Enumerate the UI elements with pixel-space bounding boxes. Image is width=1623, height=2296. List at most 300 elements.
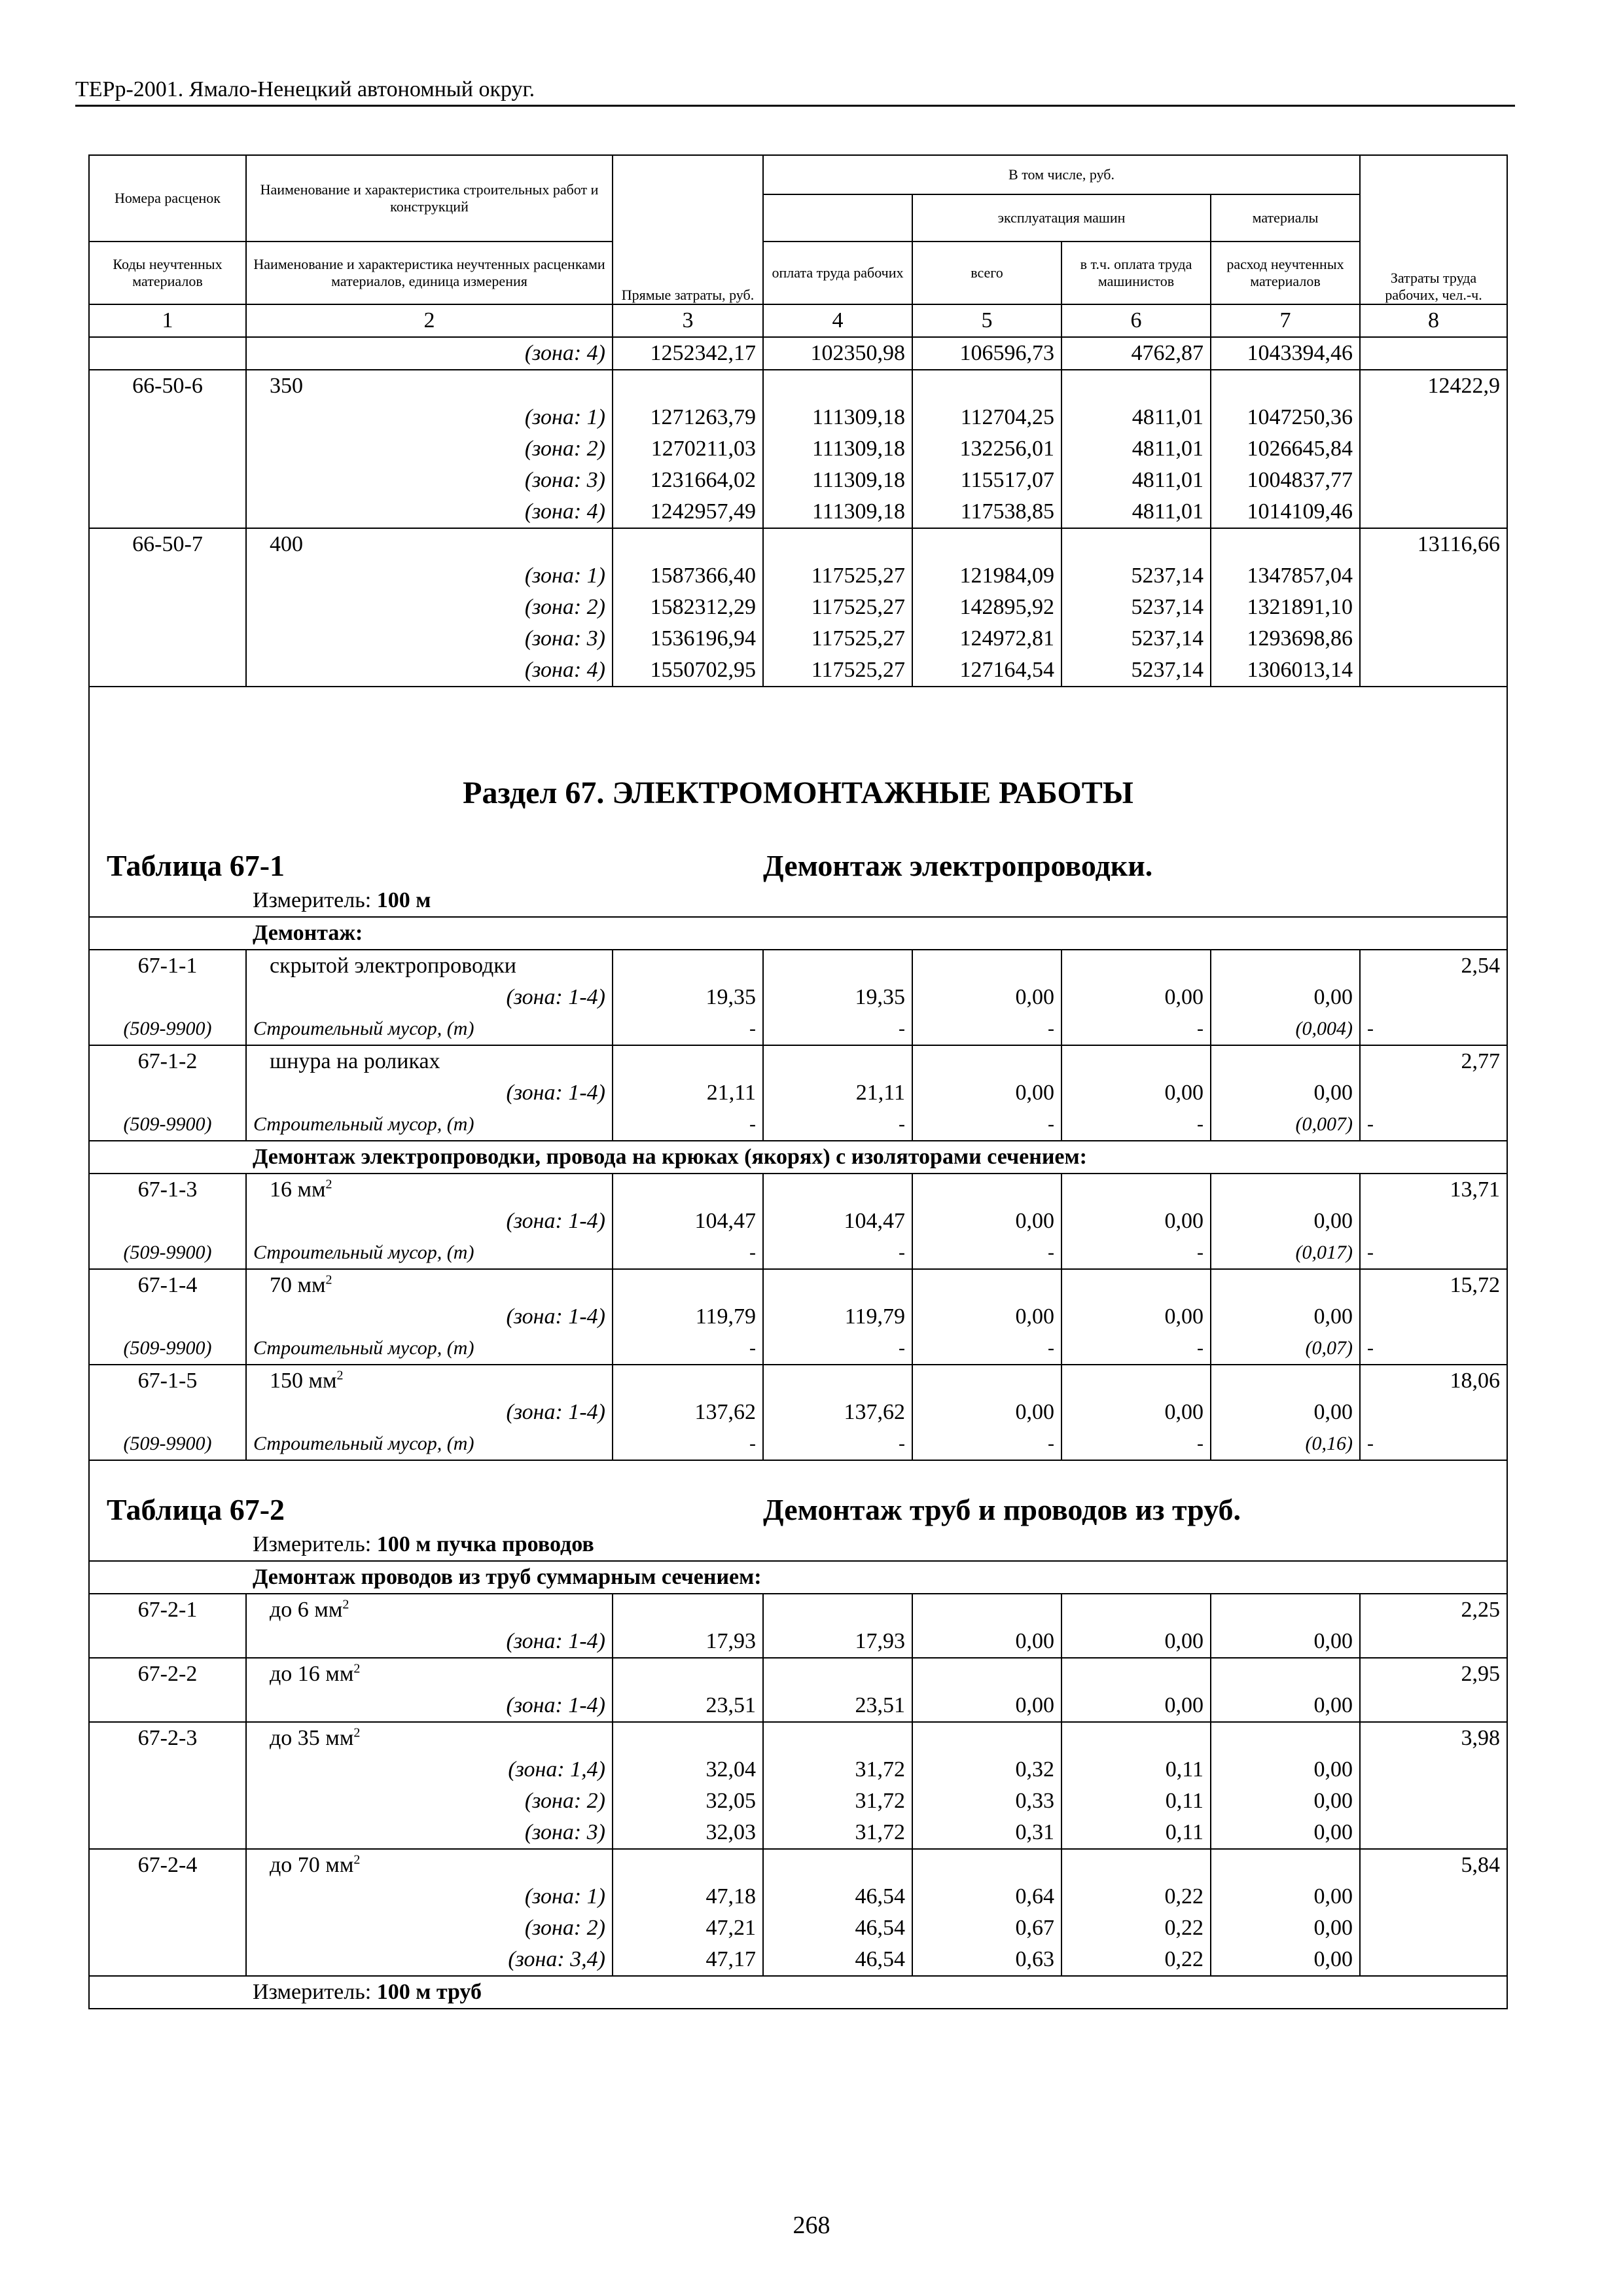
zone-label: (зона: 1-4) (246, 1626, 613, 1658)
hours-cell (1360, 1206, 1507, 1237)
meter-spacer (89, 1976, 246, 2009)
table-number (89, 822, 763, 885)
header-machinist-wage: в т.ч. оплата труда машинистов (1061, 242, 1211, 304)
value-cell: 0,00 (912, 1206, 1061, 1237)
work-name (246, 1594, 613, 1626)
value-cell: 31,72 (763, 1785, 912, 1817)
rate-code: 67-2-4 (89, 1849, 246, 1881)
empty-cell (1211, 1849, 1360, 1881)
empty-cell (613, 1658, 763, 1690)
column-number: 3 (613, 304, 763, 337)
zone-row (89, 1817, 1507, 1849)
header-machines-total: всего (912, 242, 1061, 304)
column-number: 4 (763, 304, 912, 337)
zone-row (89, 1397, 1507, 1428)
value-cell: 5237,14 (1061, 655, 1211, 687)
material-value: - (1061, 1428, 1211, 1460)
value-cell: 5237,14 (1061, 592, 1211, 623)
table-title-text: Демонтаж труб и проводов из труб. (763, 1493, 1241, 1526)
empty-cell (1211, 1722, 1360, 1754)
superscript: 2 (325, 1272, 332, 1287)
value-cell: 0,00 (1211, 1912, 1360, 1944)
hours-cell (1360, 496, 1507, 528)
empty-cell (763, 950, 912, 982)
work-name-text: 150 мм (270, 1369, 337, 1393)
value-cell: 0,33 (912, 1785, 1061, 1817)
material-row (89, 1013, 1507, 1045)
zone-row (89, 1912, 1507, 1944)
value-cell: 1026645,84 (1211, 433, 1360, 465)
empty-cell (763, 1174, 912, 1206)
empty-cell (613, 1174, 763, 1206)
meter-row (89, 885, 1507, 917)
empty-cell (912, 370, 1061, 402)
empty-cell (613, 1269, 763, 1301)
subheading: Демонтаж: (246, 917, 1507, 950)
empty-cell (1211, 1045, 1360, 1077)
value-cell: 0,00 (1061, 1077, 1211, 1109)
zone-label: (зона: 1-4) (246, 1206, 613, 1237)
empty-cell (763, 1365, 912, 1397)
zone-row (89, 560, 1507, 592)
rate-code: 66-50-7 (89, 528, 246, 560)
empty-cell (1061, 528, 1211, 560)
empty-cell (912, 1594, 1061, 1626)
zone-row (89, 1626, 1507, 1658)
header-material-codes: Коды неучтенных материалов (89, 242, 246, 304)
material-value: - (912, 1237, 1061, 1269)
zone-label: (зона: 1-4) (246, 1077, 613, 1109)
zone-label: (зона: 3) (246, 465, 613, 496)
material-name: Строительный мусор, (т) (246, 1428, 613, 1460)
value-cell: 117538,85 (912, 496, 1061, 528)
meter-row (89, 1529, 1507, 1561)
value-cell: 1550702,95 (613, 655, 763, 687)
code-cell (89, 1397, 246, 1428)
meter (246, 885, 1507, 917)
code-cell (89, 1944, 246, 1976)
material-value: - (613, 1333, 763, 1365)
empty-cell (1211, 370, 1360, 402)
work-name-text: до 35 мм (270, 1726, 354, 1750)
value-cell: 117525,27 (763, 560, 912, 592)
rate-code: 67-1-3 (89, 1174, 246, 1206)
value-cell: 119,79 (613, 1301, 763, 1333)
material-value: - (763, 1333, 912, 1365)
zone-row (89, 592, 1507, 623)
work-name (246, 528, 613, 560)
page-number: 268 (793, 2212, 830, 2239)
zone-label: (зона: 1-4) (246, 1301, 613, 1333)
subheading-row (89, 917, 1507, 950)
empty-cell (613, 1594, 763, 1626)
value-cell: 106596,73 (912, 337, 1061, 370)
subheading-spacer (89, 917, 246, 950)
empty-cell (912, 1658, 1061, 1690)
material-value: - (1061, 1013, 1211, 1045)
empty-cell (1061, 1658, 1211, 1690)
work-name-text: скрытой электропроводки (270, 954, 516, 978)
subheading-row (89, 1141, 1507, 1174)
meter (246, 1529, 1507, 1561)
zone-label: (зона: 1,4) (246, 1754, 613, 1785)
material-value: - (912, 1428, 1061, 1460)
subheading-spacer (89, 1141, 246, 1174)
meter-label: Измеритель: (253, 1980, 372, 2004)
value-cell: 1582312,29 (613, 592, 763, 623)
value-cell: 1043394,46 (1211, 337, 1360, 370)
material-value: (0,004) (1211, 1013, 1360, 1045)
code-cell (89, 655, 246, 687)
material-code: (509-9900) (89, 1237, 246, 1269)
rate-row (89, 528, 1507, 560)
zone-row (89, 655, 1507, 687)
empty-cell (1211, 950, 1360, 982)
value-cell: 4811,01 (1061, 465, 1211, 496)
rates-table (88, 154, 1508, 2009)
zone-label: (зона: 1) (246, 560, 613, 592)
zone-row (89, 465, 1507, 496)
labor-hours: 2,54 (1360, 950, 1507, 982)
material-name: Строительный мусор, (т) (246, 1237, 613, 1269)
hours-cell (1360, 1077, 1507, 1109)
empty-cell (763, 1849, 912, 1881)
value-cell: 0,11 (1061, 1817, 1211, 1849)
zone-row (89, 1754, 1507, 1785)
carryover-row (89, 337, 1507, 370)
table-title-row (89, 1466, 1507, 1529)
value-cell: 117525,27 (763, 623, 912, 655)
material-value: - (763, 1237, 912, 1269)
empty-cell (1061, 1045, 1211, 1077)
table-title-text: Демонтаж электропроводки. (763, 849, 1153, 882)
code-cell (89, 560, 246, 592)
hours-cell (1360, 337, 1507, 370)
value-cell: 1536196,94 (613, 623, 763, 655)
value-cell: 0,00 (1211, 1944, 1360, 1976)
column-number: 8 (1360, 304, 1507, 337)
value-cell: 4811,01 (1061, 496, 1211, 528)
zone-row (89, 1077, 1507, 1109)
value-cell: 142895,92 (912, 592, 1061, 623)
value-cell: 104,47 (763, 1206, 912, 1237)
value-cell: 0,00 (912, 1397, 1061, 1428)
material-name: Строительный мусор, (т) (246, 1109, 613, 1141)
labor-hours: 2,77 (1360, 1045, 1507, 1077)
value-cell: 0,11 (1061, 1785, 1211, 1817)
value-cell: 111309,18 (763, 402, 912, 433)
value-cell: 0,22 (1061, 1881, 1211, 1912)
zone-row (89, 496, 1507, 528)
hours-cell (1360, 402, 1507, 433)
rate-row (89, 1174, 1507, 1206)
value-cell: 17,93 (613, 1626, 763, 1658)
column-number: 6 (1061, 304, 1211, 337)
value-cell: 32,05 (613, 1785, 763, 1817)
value-cell: 23,51 (763, 1690, 912, 1722)
zone-row (89, 623, 1507, 655)
table-title-row (89, 822, 1507, 885)
zone-row (89, 1301, 1507, 1333)
rate-code: 66-50-6 (89, 370, 246, 402)
section-title (89, 687, 1507, 822)
work-name (246, 1174, 613, 1206)
value-cell: 23,51 (613, 1690, 763, 1722)
code-cell (89, 592, 246, 623)
zone-label: (зона: 1-4) (246, 1690, 613, 1722)
value-cell: 19,35 (763, 982, 912, 1013)
work-name (246, 1722, 613, 1754)
rate-code: 67-2-2 (89, 1658, 246, 1690)
value-cell: 0,00 (1211, 1626, 1360, 1658)
labor-hours: 12422,9 (1360, 370, 1507, 402)
work-name (246, 1365, 613, 1397)
hours-cell (1360, 655, 1507, 687)
value-cell: 0,00 (1211, 1077, 1360, 1109)
empty-cell (912, 950, 1061, 982)
empty-cell (613, 1365, 763, 1397)
meter-spacer (89, 1529, 246, 1561)
superscript: 2 (325, 1177, 332, 1192)
hours-cell (1360, 1301, 1507, 1333)
material-value: - (1061, 1333, 1211, 1365)
empty-cell (613, 370, 763, 402)
superscript: 2 (353, 1661, 361, 1676)
empty-cell (613, 1722, 763, 1754)
header-direct-costs: Прямые затраты, руб. (613, 155, 763, 304)
value-cell: 46,54 (763, 1881, 912, 1912)
zone-label: (зона: 3) (246, 1817, 613, 1849)
meter-label: Измеритель: (253, 888, 372, 912)
zone-label: (зона: 2) (246, 592, 613, 623)
header-labor-hours: Затраты труда рабочих, чел.-ч. (1360, 155, 1507, 304)
labor-hours: 5,84 (1360, 1849, 1507, 1881)
hours-cell (1360, 1817, 1507, 1849)
empty-cell (1061, 1722, 1211, 1754)
value-cell: 132256,01 (912, 433, 1061, 465)
material-value: - (1061, 1109, 1211, 1141)
material-name: Строительный мусор, (т) (246, 1013, 613, 1045)
material-value: - (613, 1013, 763, 1045)
code-cell (89, 623, 246, 655)
empty-cell (1211, 1658, 1360, 1690)
column-number: 1 (89, 304, 246, 337)
hours-cell (1360, 1754, 1507, 1785)
zone-row (89, 1206, 1507, 1237)
material-value: - (763, 1013, 912, 1045)
value-cell: 0,00 (1211, 1206, 1360, 1237)
empty-cell (1061, 950, 1211, 982)
empty-cell (912, 1174, 1061, 1206)
value-cell: 4811,01 (1061, 402, 1211, 433)
value-cell: 0,11 (1061, 1754, 1211, 1785)
material-code: (509-9900) (89, 1109, 246, 1141)
section-title: Раздел 67. ЭЛЕКТРОМОНТАЖНЫЕ РАБОТЫ (89, 687, 1507, 822)
labor-hours: 2,95 (1360, 1658, 1507, 1690)
value-cell: 0,00 (1061, 1206, 1211, 1237)
empty-cell (1211, 1174, 1360, 1206)
work-name (246, 950, 613, 982)
hours-cell (1360, 1881, 1507, 1912)
value-cell: 0,22 (1061, 1912, 1211, 1944)
work-name-text: 350 (270, 374, 303, 398)
value-cell: 117525,27 (763, 655, 912, 687)
header-rate-number: Номера расценок (89, 155, 246, 242)
material-value: - (1360, 1428, 1507, 1460)
value-cell: 0,00 (1211, 1817, 1360, 1849)
column-number: 2 (246, 304, 613, 337)
work-name-text: 400 (270, 532, 303, 556)
hours-cell (1360, 1944, 1507, 1976)
header-work-name: Наименование и характеристика строительных работ и конструкций (246, 155, 613, 242)
code-cell (89, 402, 246, 433)
table-number-text: Таблица 67-2 (107, 1493, 285, 1526)
column-number: 5 (912, 304, 1061, 337)
material-value: - (763, 1428, 912, 1460)
value-cell: 47,17 (613, 1944, 763, 1976)
work-name-text: шнура на роликах (270, 1049, 440, 1073)
value-cell: 32,03 (613, 1817, 763, 1849)
empty-cell (763, 1045, 912, 1077)
work-name (246, 1658, 613, 1690)
value-cell: 1347857,04 (1211, 560, 1360, 592)
value-cell: 119,79 (763, 1301, 912, 1333)
value-cell: 0,00 (1211, 982, 1360, 1013)
zone-label: (зона: 3) (246, 623, 613, 655)
material-value: - (1061, 1237, 1211, 1269)
value-cell: 1321891,10 (1211, 592, 1360, 623)
material-value: - (1360, 1109, 1507, 1141)
value-cell: 121984,09 (912, 560, 1061, 592)
empty-cell (912, 1849, 1061, 1881)
value-cell: 19,35 (613, 982, 763, 1013)
subheading: Демонтаж проводов из труб суммарным сечением: (246, 1561, 1507, 1594)
header-materials: материалы (1211, 194, 1360, 242)
value-cell: 112704,25 (912, 402, 1061, 433)
gap (89, 1460, 1507, 1466)
table-title (763, 1466, 1507, 1529)
value-cell: 31,72 (763, 1754, 912, 1785)
material-code: (509-9900) (89, 1333, 246, 1365)
empty-cell (1061, 1365, 1211, 1397)
column-numbers-row (89, 304, 1507, 337)
empty-cell (1211, 1269, 1360, 1301)
hours-cell (1360, 592, 1507, 623)
value-cell: 32,04 (613, 1754, 763, 1785)
value-cell: 0,00 (1061, 1301, 1211, 1333)
header-labor: оплата труда рабочих (763, 242, 912, 304)
header-material-name: Наименование и характеристика неучтенных расценками материалов, единица измерения (246, 242, 613, 304)
zone-label: (зона: 4) (246, 337, 613, 370)
value-cell: 47,21 (613, 1912, 763, 1944)
value-cell: 46,54 (763, 1912, 912, 1944)
value-cell: 1242957,49 (613, 496, 763, 528)
rate-row (89, 1722, 1507, 1754)
work-name-text: 16 мм (270, 1177, 326, 1202)
material-value: - (613, 1237, 763, 1269)
empty-cell (763, 528, 912, 560)
table-number-text: Таблица 67-1 (107, 849, 285, 882)
superscript: 2 (342, 1597, 349, 1612)
code-cell (89, 1754, 246, 1785)
value-cell: 46,54 (763, 1944, 912, 1976)
hours-cell (1360, 623, 1507, 655)
empty-cell (1061, 1269, 1211, 1301)
value-cell: 115517,07 (912, 465, 1061, 496)
zone-row (89, 982, 1507, 1013)
code-cell (89, 1912, 246, 1944)
material-row (89, 1109, 1507, 1141)
rate-row (89, 370, 1507, 402)
empty-cell (912, 1045, 1061, 1077)
value-cell: 17,93 (763, 1626, 912, 1658)
value-cell: 1014109,46 (1211, 496, 1360, 528)
meter (246, 1976, 1507, 2009)
rate-row (89, 950, 1507, 982)
value-cell: 5237,14 (1061, 623, 1211, 655)
value-cell: 104,47 (613, 1206, 763, 1237)
subheading-row (89, 1561, 1507, 1594)
empty-cell (613, 950, 763, 982)
work-name-text: до 6 мм (270, 1598, 343, 1622)
code-cell (89, 1785, 246, 1817)
material-name: Строительный мусор, (т) (246, 1333, 613, 1365)
labor-hours: 15,72 (1360, 1269, 1507, 1301)
zone-row (89, 1785, 1507, 1817)
code-cell (89, 982, 246, 1013)
value-cell: 111309,18 (763, 496, 912, 528)
work-name-text: до 70 мм (270, 1853, 354, 1877)
zone-label: (зона: 4) (246, 496, 613, 528)
value-cell: 0,00 (1211, 1754, 1360, 1785)
rate-row (89, 1594, 1507, 1626)
material-value: - (912, 1109, 1061, 1141)
value-cell: 0,00 (912, 1626, 1061, 1658)
value-cell: 1047250,36 (1211, 402, 1360, 433)
empty-cell (763, 1594, 912, 1626)
code-cell (89, 1301, 246, 1333)
value-cell: 1252342,17 (613, 337, 763, 370)
material-row (89, 1237, 1507, 1269)
meter-row (89, 1976, 1507, 2009)
zone-row (89, 1881, 1507, 1912)
superscript: 2 (336, 1368, 344, 1383)
value-cell: 127164,54 (912, 655, 1061, 687)
zone-label: (зона: 2) (246, 1912, 613, 1944)
value-cell: 0,00 (912, 1077, 1061, 1109)
table-title (763, 822, 1507, 885)
value-cell: 111309,18 (763, 465, 912, 496)
work-name-text: 70 мм (270, 1273, 326, 1297)
material-value: - (1360, 1333, 1507, 1365)
rate-row (89, 1269, 1507, 1301)
value-cell: 5237,14 (1061, 560, 1211, 592)
subheading-spacer (89, 1561, 246, 1594)
labor-hours: 3,98 (1360, 1722, 1507, 1754)
value-cell: 0,00 (912, 982, 1061, 1013)
material-value: - (763, 1109, 912, 1141)
superscript: 2 (353, 1852, 361, 1867)
value-cell: 0,00 (1061, 982, 1211, 1013)
zone-label: (зона: 3,4) (246, 1944, 613, 1976)
value-cell: 117525,27 (763, 592, 912, 623)
empty-cell (763, 1269, 912, 1301)
code-cell (89, 1817, 246, 1849)
hours-cell (1360, 982, 1507, 1013)
value-cell: 137,62 (763, 1397, 912, 1428)
meter-value: 100 м пучка проводов (376, 1532, 594, 1556)
zone-label: (зона: 1) (246, 1881, 613, 1912)
